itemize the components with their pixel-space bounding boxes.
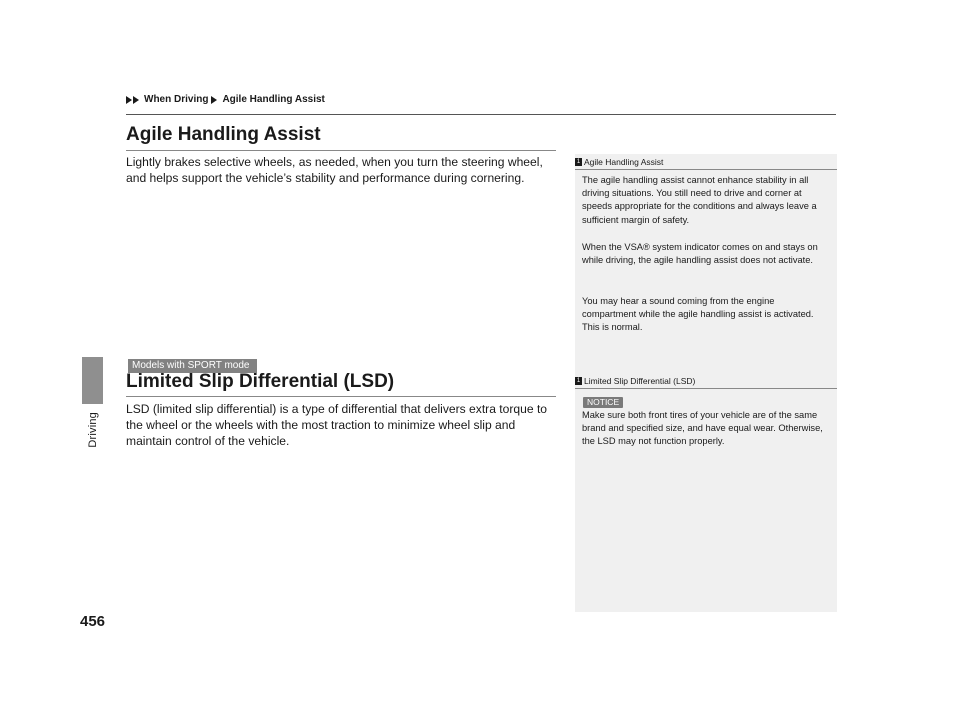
model-badge: Models with SPORT mode xyxy=(128,359,257,373)
notice-badge: NOTICE xyxy=(583,397,623,408)
note-paragraph: You may hear a sound coming from the engine compartment while the agile handling assist is activated. This is normal. xyxy=(582,296,814,333)
section-title-divider xyxy=(126,396,556,397)
note-title-divider xyxy=(575,169,837,170)
note-paragraph: Make sure both front tires of your vehicle are of the same brand and specified size, and have equal wear. Otherwise, the LSD may not function properly. xyxy=(582,410,823,447)
note-number-icon: 1 xyxy=(576,378,581,384)
chapter-tab-marker xyxy=(82,357,103,404)
breadcrumb-arrow-icon xyxy=(133,96,139,104)
note-paragraph: The agile handling assist cannot enhance stability in all driving situations. You still need to drive and corner at speeds appropriate for the conditions and always leave a sufficient margin of safety. xyxy=(582,175,817,225)
breadcrumb-arrow-icon xyxy=(211,96,217,104)
note-paragraph: When the VSA® system indicator comes on and stays on while driving, the agile handling assist does not activate. xyxy=(582,242,818,266)
section-title-agile-handling-assist: Agile Handling Assist xyxy=(126,124,321,145)
note-title-divider xyxy=(575,388,837,389)
note-title-lsd xyxy=(575,376,837,386)
header-divider xyxy=(126,114,836,115)
breadcrumb-arrow-icon xyxy=(126,96,132,104)
chapter-label: Driving xyxy=(87,412,99,448)
section-title-lsd: Limited Slip Differential (LSD) xyxy=(126,371,395,392)
breadcrumb xyxy=(126,94,325,105)
note-title-text: Agile Handling Assist xyxy=(584,157,664,167)
breadcrumb-item-when-driving[interactable]: When Driving xyxy=(144,94,209,105)
note-number-icon: 1 xyxy=(576,159,581,165)
note-title-agile-handling-assist xyxy=(575,157,837,167)
section-title-divider xyxy=(126,150,556,151)
page-number: 456 xyxy=(80,613,106,630)
section-body-agile-handling-assist: Lightly brakes selective wheels, as needed, when you turn the steering wheel, and helps support the vehicle’s stability and performance during cornering. xyxy=(126,155,543,185)
note-title-text: Limited Slip Differential (LSD) xyxy=(584,376,696,386)
section-body-lsd: LSD (limited slip differential) is a type of differential that delivers extra torque to the wheel or the wheels with the most traction to minimize wheel slip and maintain control of the vehicle. xyxy=(126,402,548,448)
breadcrumb-item-agile-handling-assist[interactable]: Agile Handling Assist xyxy=(222,94,325,105)
